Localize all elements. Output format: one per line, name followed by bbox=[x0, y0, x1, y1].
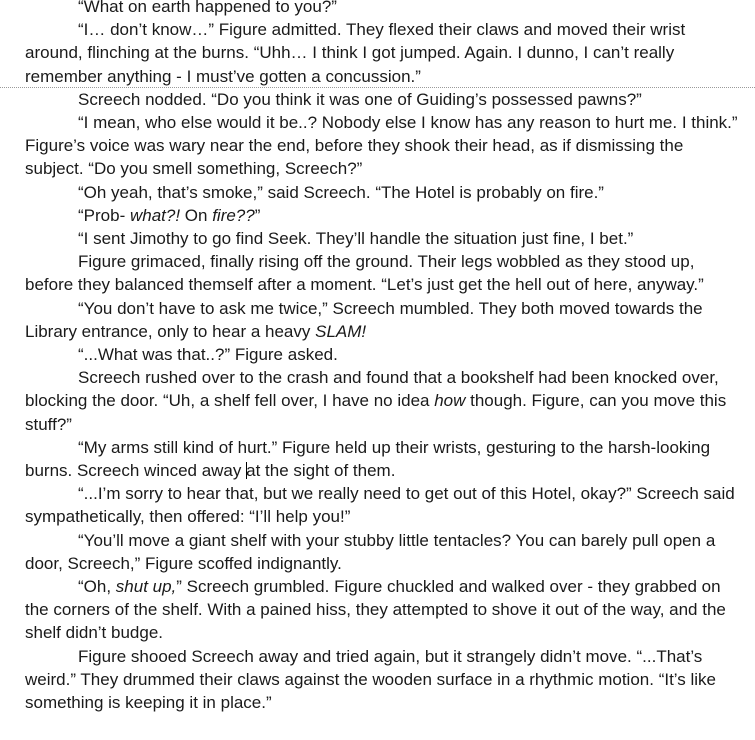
paragraph bbox=[25, 88, 745, 111]
paragraph bbox=[25, 645, 745, 715]
text-run: “You’ll move a giant shelf with your stubby little tentacles? You can barely pull open a door, Screech,” Figure scoffed indignantly. bbox=[25, 530, 716, 573]
document-body[interactable] bbox=[25, 0, 745, 714]
paragraph bbox=[25, 297, 745, 343]
paragraph bbox=[25, 227, 745, 250]
text-run: ” bbox=[254, 205, 261, 225]
text-run: On bbox=[180, 205, 213, 225]
text-run: “I… don’t know…” Figure admitted. They flexed their claws and moved their wrist around, flinching at the burns. “Uhh… I think I got jumped. Again. I dunno, I can’t really remember anything - I must’ve gotten a concussion.” bbox=[25, 20, 686, 86]
paragraph bbox=[25, 529, 745, 575]
paragraph bbox=[25, 0, 745, 18]
italic-text: SLAM! bbox=[315, 321, 367, 341]
text-run: Screech nodded. “Do you think it was one of Guiding’s possessed pawns?” bbox=[78, 89, 642, 109]
paragraph bbox=[25, 111, 745, 181]
text-run: Figure grimaced, finally rising off the ground. Their legs wobbled as they stood up, before they balanced themself after a moment. “Let’s just get the hell out of here, anyway.” bbox=[25, 252, 704, 295]
text-run: “You don’t have to ask me twice,” Screech mumbled. They both moved towards the Library entrance, only to hear a heavy bbox=[25, 298, 703, 341]
text-run: ” Screech grumbled. Figure chuckled and walked over - they grabbed on the corners of the shelf. With a pained hiss, they attempted to shove it out of the way, and the shelf didn’t budge. bbox=[25, 577, 726, 643]
text-run: “I sent Jimothy to go find Seek. They’ll handle the situation just fine, I bet.” bbox=[78, 229, 634, 249]
paragraph bbox=[25, 482, 745, 528]
paragraph bbox=[25, 436, 745, 482]
paragraph bbox=[25, 18, 745, 88]
text-run: though. Figure, can you move this stuff?” bbox=[25, 391, 727, 434]
text-run: at the sight of them. bbox=[246, 461, 396, 481]
paragraph bbox=[25, 181, 745, 204]
paragraph bbox=[25, 366, 745, 436]
paragraph bbox=[25, 343, 745, 366]
text-run: “My arms still kind of hurt.” Figure held up their wrists, gesturing to the harsh-looking burns. Screech winced away bbox=[25, 437, 711, 481]
text-run: Figure shooed Screech away and tried again, but it strangely didn’t move. “...That’s weird.” They drummed their claws against the wooden surface in a rhythmic motion. “It’s like something is keeping it in place.” bbox=[25, 646, 716, 713]
paragraph bbox=[25, 575, 745, 645]
text-run: “Prob- bbox=[78, 205, 130, 225]
text-run: Screech rushed over to the crash and found that a bookshelf had been knocked over, blocking the door. “Uh, a shelf fell over, I have no idea bbox=[25, 368, 719, 411]
text-run: “...What was that..?” Figure asked. bbox=[78, 345, 338, 365]
italic-text: how bbox=[434, 391, 466, 411]
text-run: “I mean, who else would it be..? Nobody else I know has any reason to hurt me. I think.” Figure’s voice was wary near the end, before they shook their head, as if dismissing the subject. “Do you smell something, Screech?” bbox=[25, 113, 738, 179]
paragraph bbox=[25, 204, 745, 227]
text-run: “...I’m sorry to hear that, but we really need to get out of this Hotel, okay?” Screech said sympathetically, then offered: “I’ll help you!” bbox=[25, 484, 735, 527]
italic-text: fire?? bbox=[212, 205, 255, 225]
italic-text: shut up, bbox=[115, 577, 177, 597]
italic-text: what?! bbox=[129, 205, 181, 225]
text-run: “What on earth happened to you?” bbox=[78, 0, 337, 16]
text-run: “Oh, bbox=[78, 577, 116, 597]
text-run: “Oh yeah, that’s smoke,” said Screech. “The Hotel is probably on fire.” bbox=[78, 182, 604, 202]
paragraph bbox=[25, 250, 745, 296]
